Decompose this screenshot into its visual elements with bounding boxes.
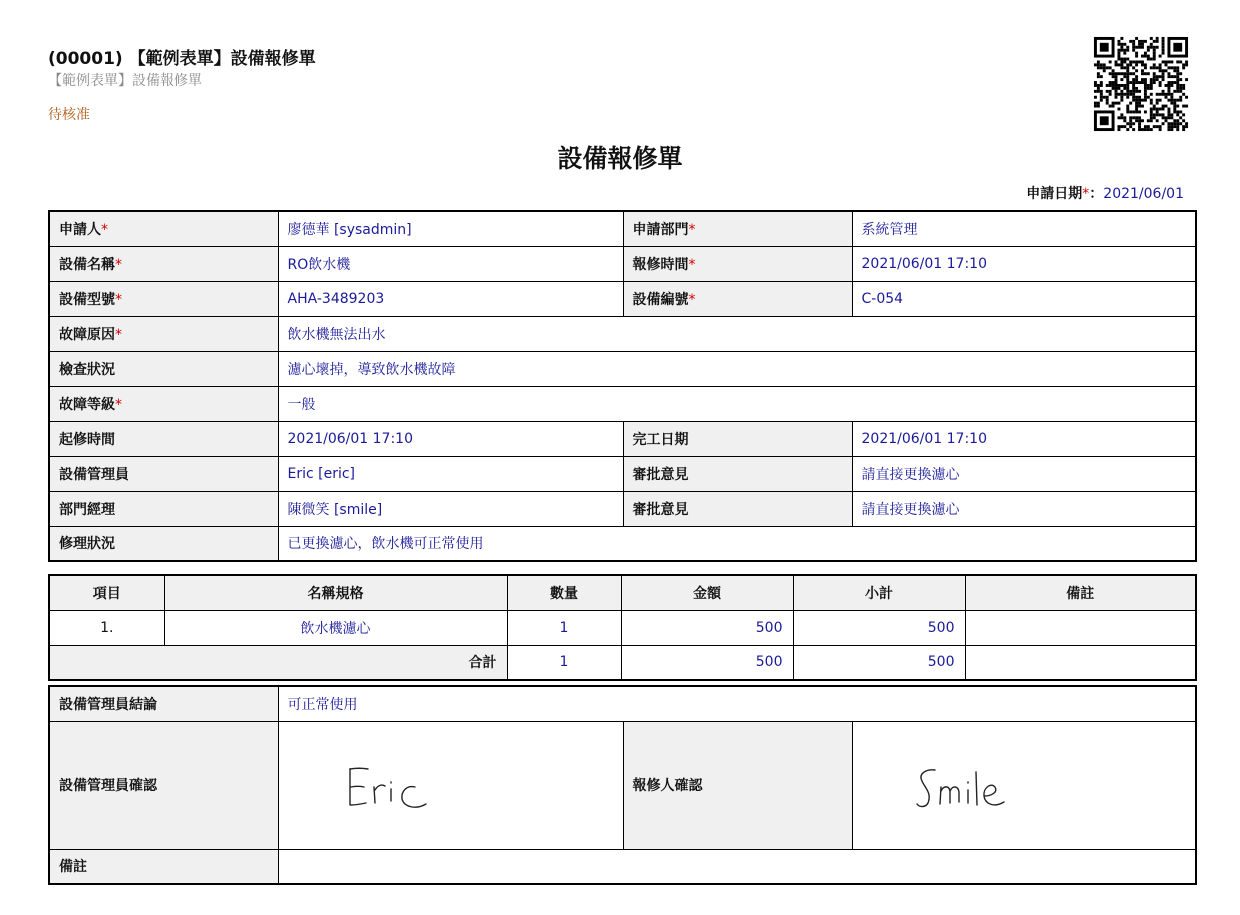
- col-header-name: 名稱規格: [164, 575, 507, 610]
- manager-label: 設備管理員: [49, 456, 278, 491]
- table-row: [49, 686, 1196, 721]
- applicant-value: 廖德華 [sysadmin]: [278, 211, 623, 246]
- item-subtotal: 500: [793, 610, 965, 645]
- table-row: [49, 456, 1196, 491]
- main-info-table: [48, 210, 1197, 562]
- finish-date-value: 2021/06/01 17:10: [852, 421, 1196, 456]
- item-amount: 500: [621, 610, 793, 645]
- equip-no-label: 設備編號*: [623, 281, 852, 316]
- table-row: [49, 491, 1196, 526]
- dept-label: 申請部門*: [623, 211, 852, 246]
- signature-smile-icon: [862, 735, 1062, 835]
- equip-name-value: RO飲水機: [278, 246, 623, 281]
- form-header-subtitle: 【範例表單】設備報修單: [48, 73, 202, 89]
- items-table: [48, 574, 1197, 681]
- table-row: [49, 246, 1196, 281]
- start-time-value: 2021/06/01 17:10: [278, 421, 623, 456]
- start-time-label: 起修時間: [49, 421, 278, 456]
- apply-date-value: 2021/06/01: [1103, 186, 1184, 202]
- remark-value: [278, 849, 1196, 884]
- item-no: 1.: [49, 610, 164, 645]
- report-time-value: 2021/06/01 17:10: [852, 246, 1196, 281]
- total-qty: 1: [507, 645, 621, 680]
- inspection-value: 濾心壞掉，導致飲水機故障: [278, 351, 1196, 386]
- opinion2-label: 審批意見: [623, 491, 852, 526]
- col-header-no: 項目: [49, 575, 164, 610]
- page-title: 設備報修單: [557, 144, 683, 173]
- dept-manager-value: 陳微笑 [smile]: [278, 491, 623, 526]
- table-row: [49, 721, 1196, 849]
- status-badge: 待核准: [48, 107, 90, 123]
- model-value: AHA-3489203: [278, 281, 623, 316]
- manager-value: Eric [eric]: [278, 456, 623, 491]
- apply-date: 申請日期*：2021/06/01: [1026, 186, 1184, 202]
- applicant-label: 申請人*: [49, 211, 278, 246]
- manager-signature: [278, 721, 623, 849]
- apply-date-label: 申請日期: [1026, 186, 1083, 202]
- item-note: [965, 610, 1196, 645]
- table-row: [49, 421, 1196, 456]
- table-row: [49, 281, 1196, 316]
- model-label: 設備型號*: [49, 281, 278, 316]
- table-row: [49, 526, 1196, 561]
- dept-value: 系統管理: [852, 211, 1196, 246]
- conclusion-table: [48, 685, 1197, 885]
- report-time-label: 報修時間*: [623, 246, 852, 281]
- required-mark: *: [1082, 186, 1090, 202]
- total-row: [49, 645, 1196, 680]
- opinion2-value: 請直接更換濾心: [852, 491, 1196, 526]
- table-row: [49, 610, 1196, 645]
- table-row: [49, 211, 1196, 246]
- total-amount: 500: [621, 645, 793, 680]
- col-header-amount: 金額: [621, 575, 793, 610]
- finish-date-label: 完工日期: [623, 421, 852, 456]
- item-name: 飲水機濾心: [164, 610, 507, 645]
- repair-status-label: 修理狀況: [49, 526, 278, 561]
- fault-level-label: 故障等級*: [49, 386, 278, 421]
- equip-no-value: C-054: [852, 281, 1196, 316]
- dept-manager-label: 部門經理: [49, 491, 278, 526]
- fault-reason-value: 飲水機無法出水: [278, 316, 1196, 351]
- signature-eric-icon: [288, 735, 488, 835]
- col-header-subtotal: 小計: [793, 575, 965, 610]
- total-subtotal: 500: [793, 645, 965, 680]
- fault-reason-label: 故障原因*: [49, 316, 278, 351]
- remark-label: 備註: [49, 849, 278, 884]
- table-row: [49, 316, 1196, 351]
- conclusion-value: 可正常使用: [278, 686, 1196, 721]
- total-label: 合計: [49, 645, 507, 680]
- fault-level-value: 一般: [278, 386, 1196, 421]
- reporter-signature: [852, 721, 1196, 849]
- total-note: [965, 645, 1196, 680]
- item-qty: 1: [507, 610, 621, 645]
- col-header-qty: 數量: [507, 575, 621, 610]
- reporter-confirm-label: 報修人確認: [623, 721, 852, 849]
- inspection-label: 檢查狀況: [49, 351, 278, 386]
- table-row: [49, 849, 1196, 884]
- repair-status-value: 已更換濾心，飲水機可正常使用: [278, 526, 1196, 561]
- col-header-note: 備註: [965, 575, 1196, 610]
- table-row: [49, 386, 1196, 421]
- table-header-row: [49, 575, 1196, 610]
- opinion1-value: 請直接更換濾心: [852, 456, 1196, 491]
- table-row: [49, 351, 1196, 386]
- opinion1-label: 審批意見: [623, 456, 852, 491]
- equip-name-label: 設備名稱*: [49, 246, 278, 281]
- form-header-title: (00001) 【範例表單】設備報修單: [48, 49, 316, 69]
- manager-confirm-label: 設備管理員確認: [49, 721, 278, 849]
- qr-code-icon: [1092, 35, 1190, 133]
- conclusion-label: 設備管理員結論: [49, 686, 278, 721]
